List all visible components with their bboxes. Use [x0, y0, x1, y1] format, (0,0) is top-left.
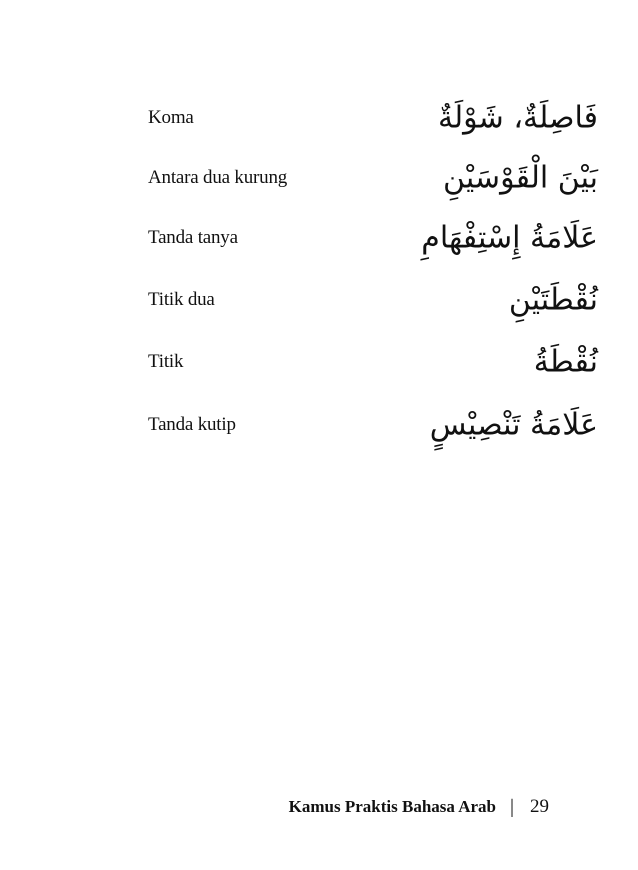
- footer-separator: |: [510, 795, 515, 818]
- glossary-entry-tanda-kutip: [0, 395, 638, 455]
- latin-term: Titik dua: [148, 289, 215, 310]
- page-number: 29: [530, 796, 549, 817]
- latin-term: Koma: [148, 107, 194, 128]
- arabic-term: عَلَامَةُ تَنْصِيْسٍ: [429, 407, 598, 443]
- page-footer: [0, 790, 638, 824]
- book-title: Kamus Praktis Bahasa Arab: [288, 797, 496, 816]
- arabic-term: عَلَامَةُ إِسْتِفْهَامِ: [421, 220, 598, 256]
- latin-term: Antara dua kurung: [148, 167, 288, 188]
- latin-term: Tanda kutip: [148, 414, 236, 435]
- glossary-entry-tanda-tanya: [0, 208, 638, 268]
- arabic-term: بَيْنَ الْقَوْسَيْنِ: [443, 160, 598, 196]
- glossary-entry-titik: [0, 332, 638, 392]
- latin-term: Tanda tanya: [148, 227, 238, 248]
- glossary-entry-titik-dua: [0, 270, 638, 330]
- arabic-term: نُقْطَةُ: [533, 344, 598, 380]
- glossary-entry-antara-dua-kurung: [0, 148, 638, 208]
- glossary-entry-koma: [0, 88, 638, 148]
- arabic-term: نُقْطَتَيْنِ: [508, 282, 598, 318]
- arabic-term: فَاصِلَةٌ، شَوْلَةٌ: [437, 100, 598, 136]
- latin-term: Titik: [148, 351, 184, 372]
